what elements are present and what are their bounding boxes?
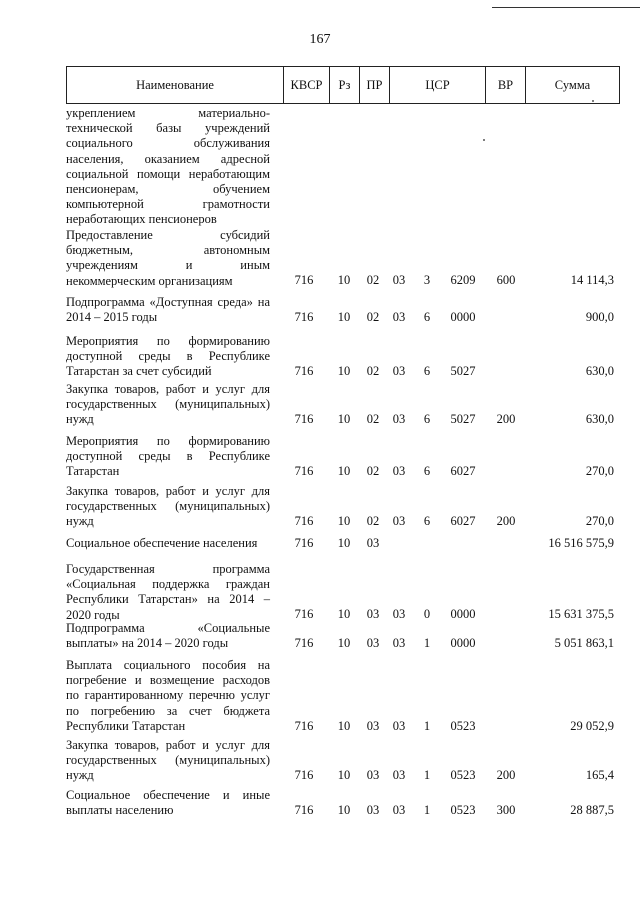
row-csr2: 6 <box>423 411 431 426</box>
row-csr3: 5027 <box>450 411 476 426</box>
row-rz: 10 <box>337 411 351 426</box>
row-rz: 10 <box>337 309 351 324</box>
row-csr1: 03 <box>392 718 406 733</box>
row-kvsr: 716 <box>294 606 314 621</box>
row-rz: 10 <box>337 363 351 378</box>
row-csr1: 03 <box>392 635 406 650</box>
table-header <box>66 66 620 104</box>
row-pr: 03 <box>366 718 380 733</box>
row-kvsr: 716 <box>294 802 314 817</box>
table-row <box>66 434 620 479</box>
row-vr: 200 <box>496 767 516 782</box>
row-pr: 03 <box>366 767 380 782</box>
row-pr: 02 <box>366 463 380 478</box>
header-rz: Рз <box>329 67 359 103</box>
row-csr3: 0000 <box>450 606 476 621</box>
row-vr: 300 <box>496 802 516 817</box>
row-csr2: 1 <box>423 635 431 650</box>
row-kvsr: 716 <box>294 411 314 426</box>
row-rz: 10 <box>337 513 351 528</box>
row-sum: 270,0 <box>585 513 614 528</box>
header-pr: ПР <box>359 67 389 103</box>
row-sum: 630,0 <box>585 363 614 378</box>
row-sum: 630,0 <box>585 411 614 426</box>
header-sum: Сумма <box>525 67 619 103</box>
row-csr3: 0523 <box>450 802 476 817</box>
table-row <box>66 228 620 288</box>
row-sum: 16 516 575,9 <box>548 535 614 550</box>
table-row <box>66 562 620 622</box>
table-row <box>66 484 620 529</box>
row-csr1: 03 <box>392 411 406 426</box>
row-kvsr: 716 <box>294 513 314 528</box>
row-name: Мероприятия по формированию доступной среды в Республике Татарстан <box>66 434 270 479</box>
table-row <box>66 738 620 783</box>
row-csr2: 1 <box>423 767 431 782</box>
row-pr: 02 <box>366 272 380 287</box>
table-row <box>66 382 620 427</box>
row-csr3: 0523 <box>450 718 476 733</box>
row-csr1: 03 <box>392 363 406 378</box>
scan-speck <box>592 100 594 102</box>
row-sum: 15 631 375,5 <box>548 606 614 621</box>
row-pr: 03 <box>366 606 380 621</box>
row-name: Предоставление субсидий бюджетным, автономным учреждениям и иным некоммерческим организациям <box>66 228 270 288</box>
row-name: Закупка товаров, работ и услуг для государственных (муниципальных) нужд <box>66 738 270 783</box>
row-csr1: 03 <box>392 802 406 817</box>
row-pr: 02 <box>366 411 380 426</box>
row-csr2: 0 <box>423 606 431 621</box>
row-pr: 02 <box>366 363 380 378</box>
header-vr: ВР <box>485 67 525 103</box>
row-csr2: 6 <box>423 513 431 528</box>
row-name: Социальное обеспечение населения <box>66 536 258 550</box>
row-kvsr: 716 <box>294 309 314 324</box>
row-kvsr: 716 <box>294 363 314 378</box>
row-csr3: 0523 <box>450 767 476 782</box>
row-csr1: 03 <box>392 513 406 528</box>
row-rz: 10 <box>337 535 351 550</box>
table-row <box>66 106 620 227</box>
row-csr2: 6 <box>423 463 431 478</box>
row-pr: 02 <box>366 513 380 528</box>
row-pr: 03 <box>366 535 380 550</box>
table-row <box>66 788 620 818</box>
row-sum: 28 887,5 <box>570 802 614 817</box>
row-rz: 10 <box>337 718 351 733</box>
row-csr2: 1 <box>423 718 431 733</box>
row-sum: 14 114,3 <box>570 272 614 287</box>
row-kvsr: 716 <box>294 535 314 550</box>
row-csr2: 1 <box>423 802 431 817</box>
row-name: Закупка товаров, работ и услуг для государственных (муниципальных) нужд <box>66 484 270 529</box>
row-name: Мероприятия по формированию доступной среды в Республике Татарстан за счет субсидий <box>66 334 270 379</box>
page-number: 167 <box>309 32 331 47</box>
row-kvsr: 716 <box>294 718 314 733</box>
row-kvsr: 716 <box>294 635 314 650</box>
row-csr3: 6209 <box>450 272 476 287</box>
row-vr: 200 <box>496 513 516 528</box>
row-name: Государственная программа «Социальная поддержка граждан Республики Татарстан» на 2014 – 2020 годы <box>66 562 270 622</box>
row-rz: 10 <box>337 767 351 782</box>
row-rz: 10 <box>337 635 351 650</box>
row-sum: 5 051 863,1 <box>554 635 614 650</box>
row-name: Выплата социального пособия на погребение и возмещение расходов по гарантированному перечню услуг по погребению за счет бюджета Республики Татарстан <box>66 658 270 733</box>
row-csr2: 6 <box>423 309 431 324</box>
table-row <box>66 536 620 551</box>
row-name: укреплением материально-технической базы учреждений социального обслуживания населения, оказанием адресной социальной помощи неработающим пенсионерам, обучением компьютерной грамотности неработающих пенсионеров <box>66 106 270 227</box>
row-csr1: 03 <box>392 272 406 287</box>
table-row <box>66 295 620 325</box>
header-csr: ЦСР <box>389 67 485 103</box>
row-rz: 10 <box>337 802 351 817</box>
scan-speck <box>483 139 485 141</box>
row-vr: 200 <box>496 411 516 426</box>
row-csr1: 03 <box>392 606 406 621</box>
row-csr1: 03 <box>392 767 406 782</box>
row-csr3: 6027 <box>450 463 476 478</box>
row-csr3: 0000 <box>450 309 476 324</box>
table-row <box>66 621 620 651</box>
row-sum: 270,0 <box>585 463 614 478</box>
row-csr3: 5027 <box>450 363 476 378</box>
row-vr: 600 <box>496 272 516 287</box>
row-name: Социальное обеспечение и иные выплаты населению <box>66 788 270 818</box>
row-name: Закупка товаров, работ и услуг для государственных (муниципальных) нужд <box>66 382 270 427</box>
row-rz: 10 <box>337 463 351 478</box>
row-csr3: 6027 <box>450 513 476 528</box>
row-kvsr: 716 <box>294 272 314 287</box>
header-name: Наименование <box>136 78 214 92</box>
row-name: Подпрограмма «Социальные выплаты» на 2014 – 2020 годы <box>66 621 270 651</box>
row-kvsr: 716 <box>294 767 314 782</box>
row-name: Подпрограмма «Доступная среда» на 2014 – 2015 годы <box>66 295 270 325</box>
row-csr2: 6 <box>423 363 431 378</box>
row-rz: 10 <box>337 272 351 287</box>
row-sum: 29 052,9 <box>570 718 614 733</box>
row-rz: 10 <box>337 606 351 621</box>
header-kvsr: КВСР <box>283 67 329 103</box>
row-sum: 900,0 <box>585 309 614 324</box>
row-pr: 03 <box>366 802 380 817</box>
table-row <box>66 658 620 734</box>
row-pr: 03 <box>366 635 380 650</box>
table-row <box>66 334 620 379</box>
row-csr1: 03 <box>392 463 406 478</box>
row-csr3: 0000 <box>450 635 476 650</box>
row-kvsr: 716 <box>294 463 314 478</box>
row-csr2: 3 <box>423 272 431 287</box>
row-sum: 165,4 <box>585 767 614 782</box>
top-rule <box>492 7 640 8</box>
row-pr: 02 <box>366 309 380 324</box>
row-csr1: 03 <box>392 309 406 324</box>
